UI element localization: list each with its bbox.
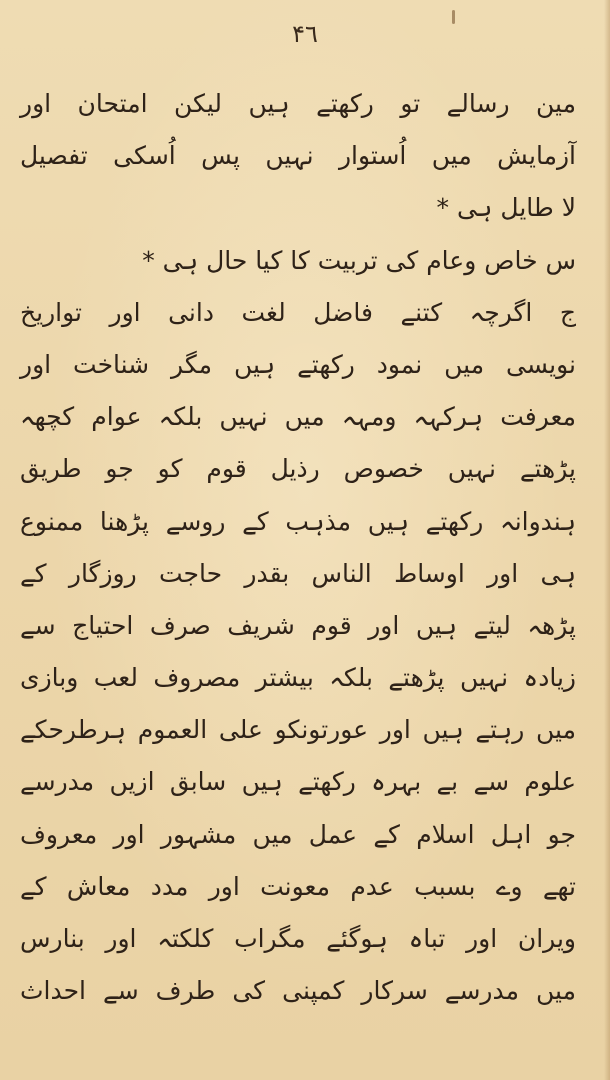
text-line: پڑھتے نہیں خصوص رذیل قوم کو جو طریق	[20, 454, 576, 484]
question-line: س خاص وعام کی تربیت کا کیا حال ہی *	[142, 245, 576, 275]
answer-line: ج اگرچہ کتنے فاضل لغت دانی اور تواریخ	[20, 297, 576, 327]
text-line: معرفت ہرکہہ ومہہ میں نہیں بلکہ عوام کچھہ	[20, 402, 576, 432]
text-line: جو اہل اسلام کے عمل میں مشہور اور معروف	[20, 819, 576, 849]
text-line: آزمایش میں اُستوار نہیں پس اُسکی تفصیل	[20, 141, 576, 171]
text-line: زیادہ نہیں پڑھتے بلکہ بیشتر مصروف لعب وبازی	[20, 663, 576, 693]
text-line: ویران اور تباہ ہوگئے مگراب کلکتہ اور بنارس	[20, 924, 576, 953]
page-edge-shadow	[604, 0, 610, 1080]
text-line: میں مدرسے سرکار کمپنی کی طرف سے احداث	[20, 976, 576, 1006]
text-line: ہی اور اوساط الناس بقدر حاجت روزگار کے	[20, 558, 576, 588]
text-line: مین رسالے تو رکھتے ہیں لیکن امتحان اور	[20, 89, 576, 118]
text-line: لا طایل ہی *	[436, 193, 576, 223]
page-number: ۴٦	[292, 20, 318, 48]
text-line: تھے وے بسبب عدم معونت اور مدد معاش کے	[20, 871, 576, 901]
text-line: پڑھہ لیتے ہیں اور قوم شریف صرف احتیاج سے	[20, 610, 576, 640]
text-line: میں رہتے ہیں اور عورتونکو علی العموم ہرطرحکے	[20, 715, 576, 745]
text-line: نویسی میں نمود رکھتے ہیں مگر شناخت اور	[20, 349, 576, 379]
text-line: ہندوانہ رکھتے ہیں مذہب کے روسے پڑھنا ممنوع	[20, 506, 576, 536]
body-text	[20, 78, 576, 1017]
text-line: علوم سے بے بہرہ رکھتے ہیں سابق ازیں مدرسے	[20, 767, 576, 797]
